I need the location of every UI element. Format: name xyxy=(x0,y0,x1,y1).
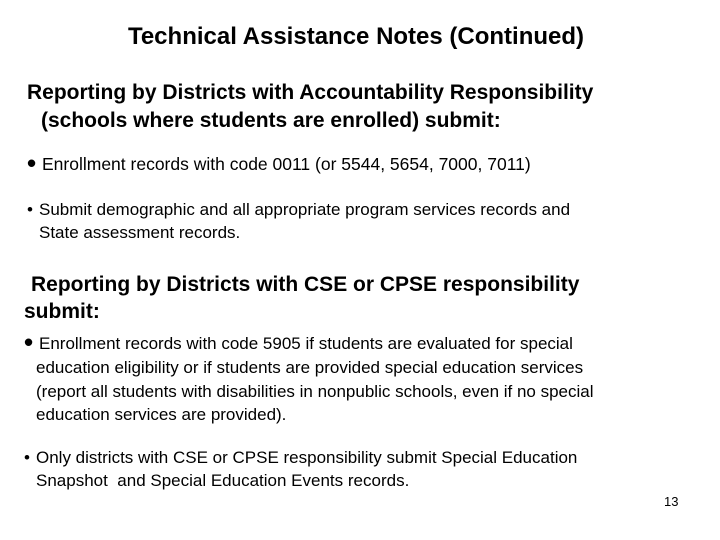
section1-heading-line2: (schools where students are enrolled) submit: xyxy=(41,109,501,132)
section1-bullet2-line2: State assessment records. xyxy=(39,223,241,242)
section2-bullet1-line3: (report all students with disabilities in nonpublic schools, even if no special xyxy=(36,382,594,401)
slide-title: Technical Assistance Notes (Continued) xyxy=(127,23,585,50)
bullet-icon: • xyxy=(27,148,37,178)
section2-bullet2-line2: Snapshot and Special Education Events records. xyxy=(36,471,410,490)
section2-bullet1-line2: education eligibility or if students are provided special education services xyxy=(36,358,584,377)
section2-heading-line2: submit: xyxy=(24,300,100,323)
bullet-icon: • xyxy=(24,327,34,357)
section1-bullet1-line1: Enrollment records with code 0011 (or 5544, 5654, 7000, 7011) xyxy=(42,154,531,174)
section2-bullet1-line1: Enrollment records with code 5905 if students are evaluated for special xyxy=(39,334,573,353)
section2-bullet1-line4: education services are provided). xyxy=(36,405,287,424)
bullet-icon: • xyxy=(27,200,33,219)
section2-bullet2-line1: Only districts with CSE or CPSE responsibility submit Special Education xyxy=(36,448,578,467)
section1-heading-line1: Reporting by Districts with Accountability Responsibility xyxy=(27,81,594,104)
page-number: 13 xyxy=(664,494,679,509)
section2-heading-line1: Reporting by Districts with CSE or CPSE responsibility xyxy=(31,273,580,296)
section1-bullet2-line1: Submit demographic and all appropriate program services records and xyxy=(39,200,571,219)
bullet-icon: • xyxy=(24,448,30,467)
